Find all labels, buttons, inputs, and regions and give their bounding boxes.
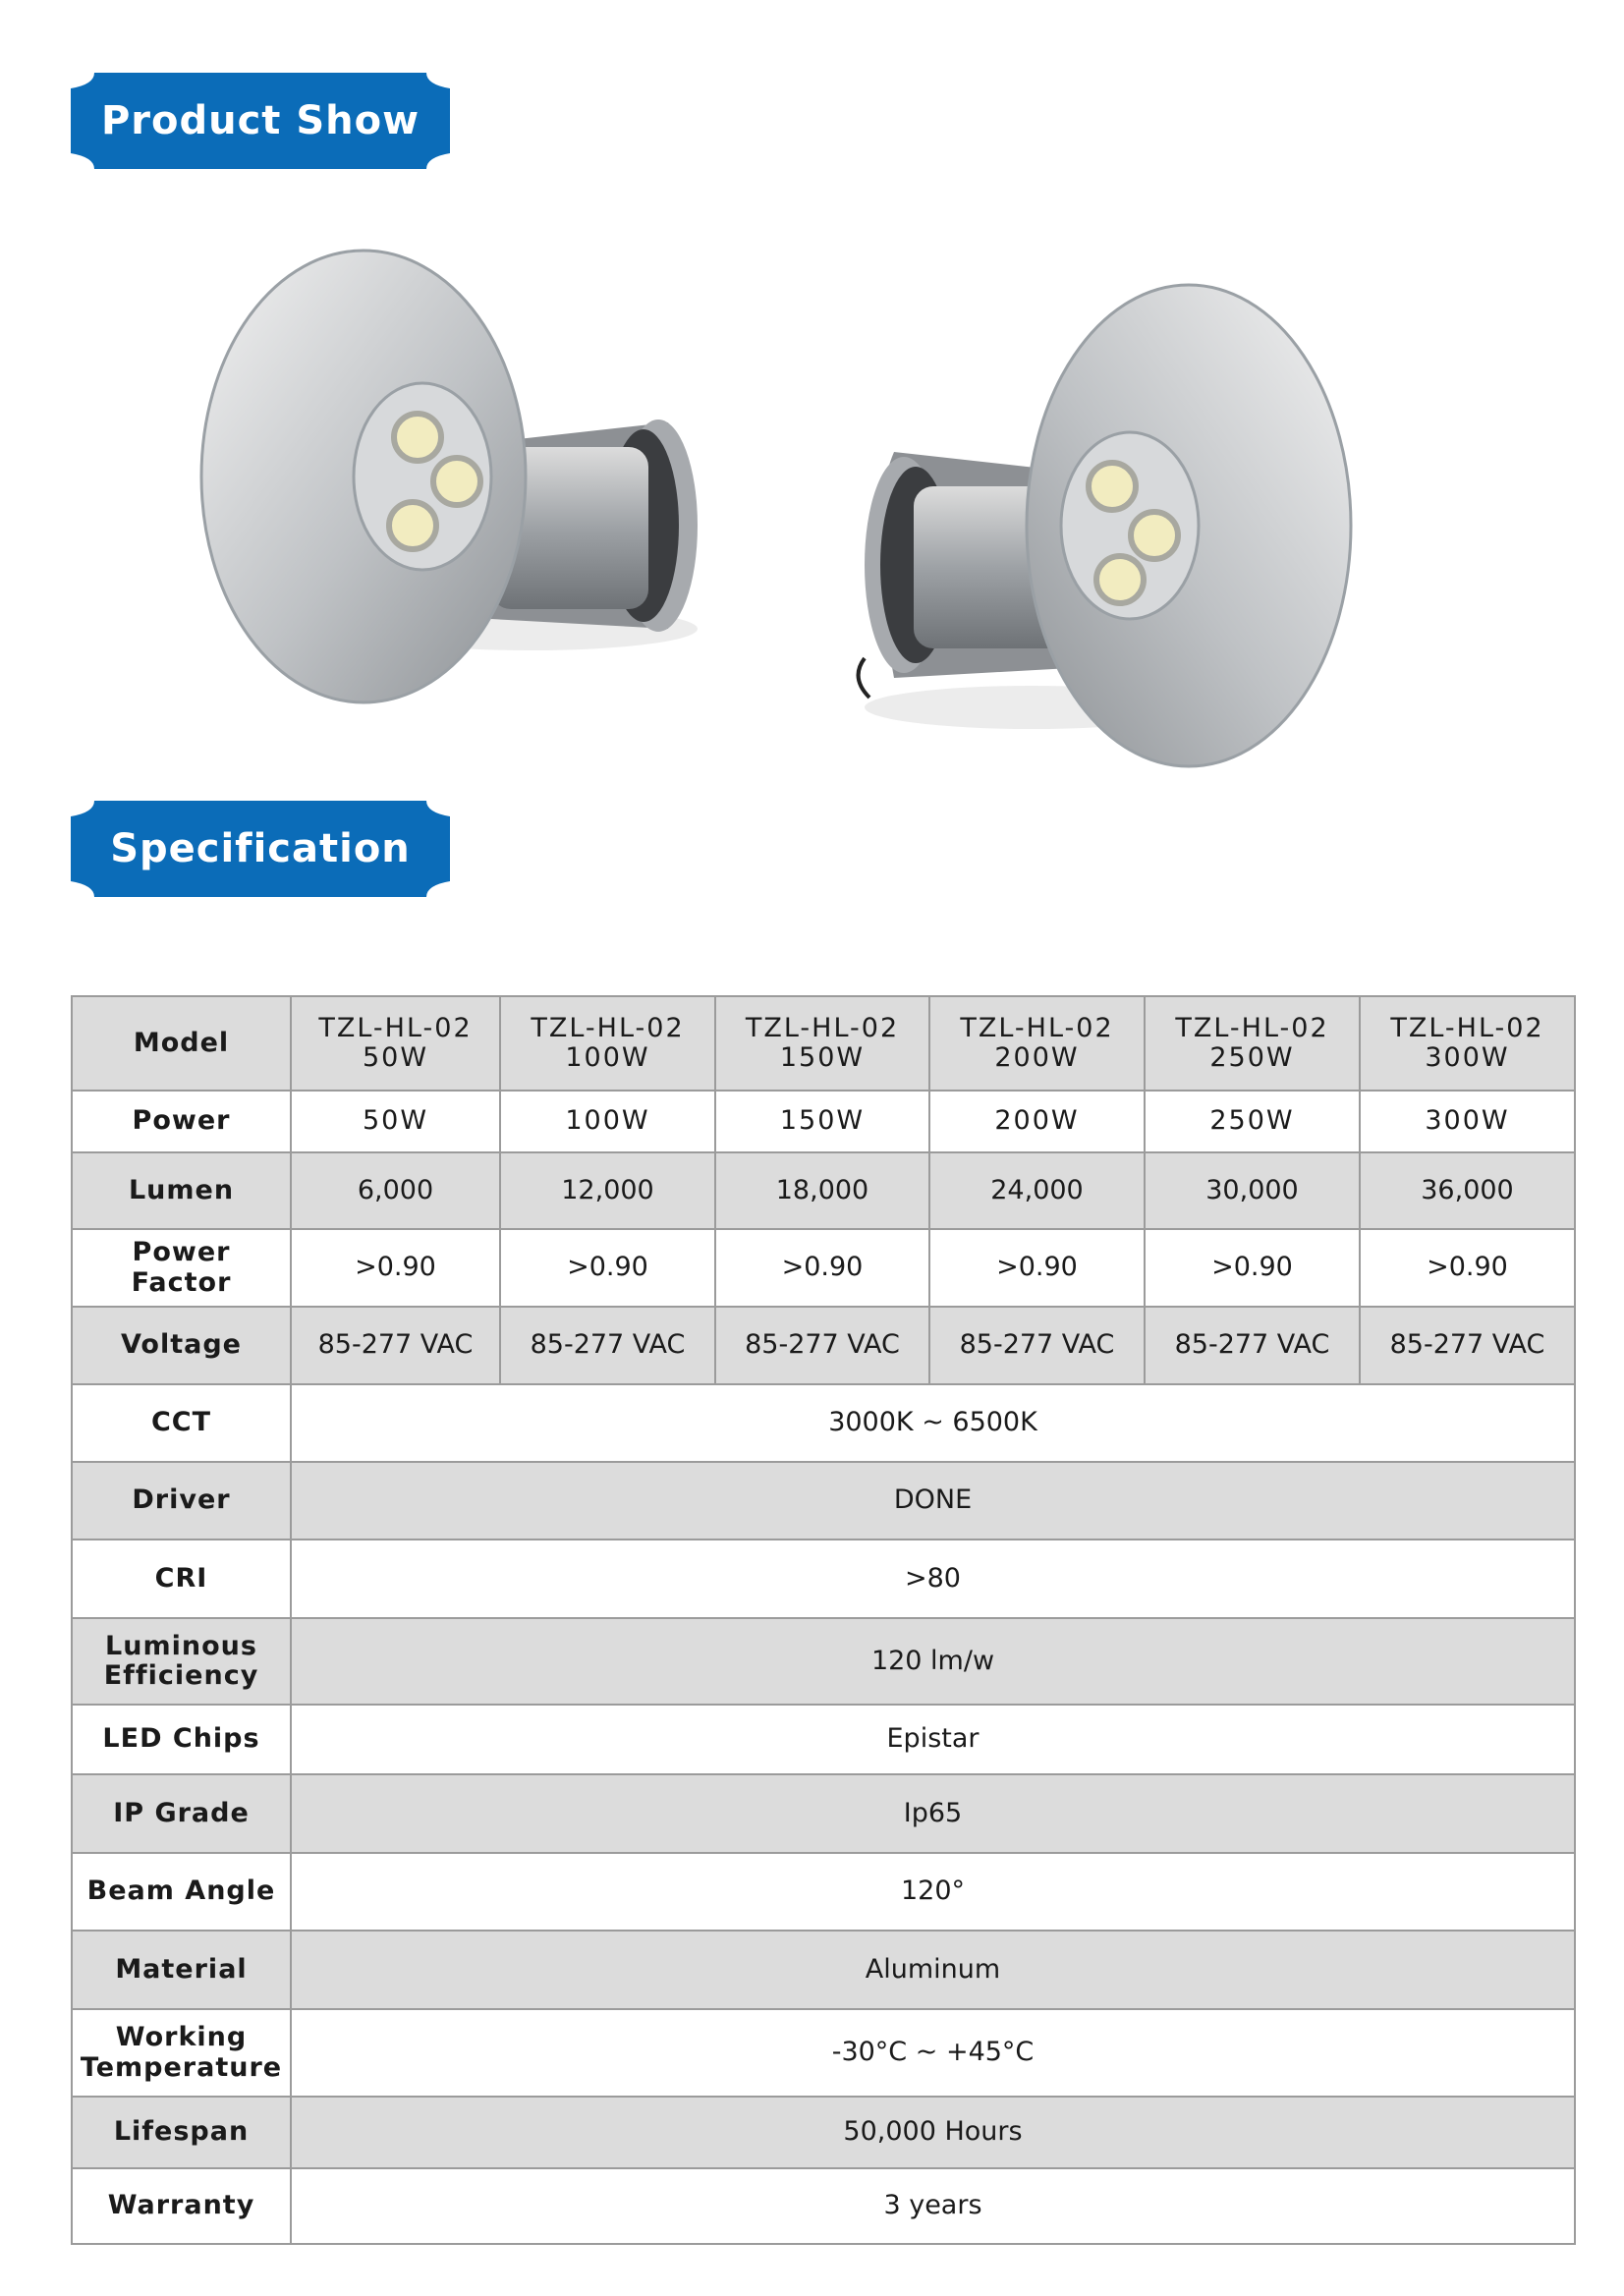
value-cell: Ip65 <box>291 1774 1575 1853</box>
value-cell: Epistar <box>291 1705 1575 1774</box>
model-cell: TZL-HL-02 50W <box>291 996 500 1091</box>
model-cell: TZL-HL-02 200W <box>929 996 1145 1091</box>
spec-row-voltage <box>72 1307 1575 1384</box>
value-cell: 30,000 <box>1145 1152 1360 1229</box>
high-bay-lamp-image-right <box>855 265 1356 786</box>
row-label: Luminous Efficiency <box>72 1618 291 1705</box>
value-cell: 85-277 VAC <box>1145 1307 1360 1384</box>
row-label: Beam Angle <box>72 1853 291 1931</box>
specification-banner <box>71 801 450 897</box>
spec-row-driver <box>72 1462 1575 1540</box>
value-cell: 3 years <box>291 2168 1575 2244</box>
spec-row-lifespan <box>72 2097 1575 2168</box>
value-cell: 18,000 <box>715 1152 929 1229</box>
value-cell: 6,000 <box>291 1152 500 1229</box>
value-cell: Aluminum <box>291 1931 1575 2009</box>
row-label: CCT <box>72 1384 291 1462</box>
spec-row-power <box>72 1091 1575 1152</box>
model-cell: TZL-HL-02 100W <box>500 996 715 1091</box>
value-cell: >0.90 <box>1145 1229 1360 1307</box>
row-label: Power Factor <box>72 1229 291 1307</box>
row-label: Model <box>72 996 291 1091</box>
value-cell: 85-277 VAC <box>500 1307 715 1384</box>
value-cell: 85-277 VAC <box>715 1307 929 1384</box>
spec-row-material <box>72 1931 1575 2009</box>
spec-row-lumen <box>72 1152 1575 1229</box>
spec-row-cct <box>72 1384 1575 1462</box>
row-label: Lumen <box>72 1152 291 1229</box>
value-cell: >0.90 <box>1360 1229 1575 1307</box>
value-cell: 300W <box>1360 1091 1575 1152</box>
value-cell: 200W <box>929 1091 1145 1152</box>
value-cell: -30°C ~ +45°C <box>291 2009 1575 2097</box>
value-cell: 85-277 VAC <box>291 1307 500 1384</box>
value-cell: >80 <box>291 1540 1575 1618</box>
row-label: CRI <box>72 1540 291 1618</box>
spec-row-beam-angle <box>72 1853 1575 1931</box>
spec-row-cri <box>72 1540 1575 1618</box>
model-cell: TZL-HL-02 300W <box>1360 996 1575 1091</box>
spec-row-power-factor <box>72 1229 1575 1307</box>
value-cell: 120° <box>291 1853 1575 1931</box>
specification-title: Specification <box>110 826 411 871</box>
high-bay-lamp-image-left <box>196 236 698 727</box>
value-cell: >0.90 <box>929 1229 1145 1307</box>
spec-row-luminous-efficiency <box>72 1618 1575 1705</box>
row-label: Lifespan <box>72 2097 291 2168</box>
row-label: IP Grade <box>72 1774 291 1853</box>
product-show-title: Product Show <box>100 98 420 143</box>
spec-row-ip-grade <box>72 1774 1575 1853</box>
value-cell: 3000K ~ 6500K <box>291 1384 1575 1462</box>
row-label: Working Temperature <box>72 2009 291 2097</box>
value-cell: 36,000 <box>1360 1152 1575 1229</box>
spec-row-led-chips <box>72 1705 1575 1774</box>
model-cell: TZL-HL-02 250W <box>1145 996 1360 1091</box>
value-cell: 100W <box>500 1091 715 1152</box>
value-cell: 120 lm/w <box>291 1618 1575 1705</box>
value-cell: 50W <box>291 1091 500 1152</box>
value-cell: >0.90 <box>500 1229 715 1307</box>
row-label: Driver <box>72 1462 291 1540</box>
spec-row-model <box>72 996 1575 1091</box>
spec-row-warranty <box>72 2168 1575 2244</box>
value-cell: 50,000 Hours <box>291 2097 1575 2168</box>
value-cell: 85-277 VAC <box>929 1307 1145 1384</box>
product-show-banner <box>71 73 450 169</box>
row-label: Power <box>72 1091 291 1152</box>
value-cell: >0.90 <box>291 1229 500 1307</box>
row-label: LED Chips <box>72 1705 291 1774</box>
value-cell: >0.90 <box>715 1229 929 1307</box>
spec-row-working-temperature <box>72 2009 1575 2097</box>
value-cell: 24,000 <box>929 1152 1145 1229</box>
value-cell: 250W <box>1145 1091 1360 1152</box>
model-cell: TZL-HL-02 150W <box>715 996 929 1091</box>
value-cell: 12,000 <box>500 1152 715 1229</box>
value-cell: 85-277 VAC <box>1360 1307 1575 1384</box>
row-label: Warranty <box>72 2168 291 2244</box>
value-cell: DONE <box>291 1462 1575 1540</box>
specification-table <box>71 995 1576 2245</box>
row-label: Voltage <box>72 1307 291 1384</box>
value-cell: 150W <box>715 1091 929 1152</box>
row-label: Material <box>72 1931 291 2009</box>
